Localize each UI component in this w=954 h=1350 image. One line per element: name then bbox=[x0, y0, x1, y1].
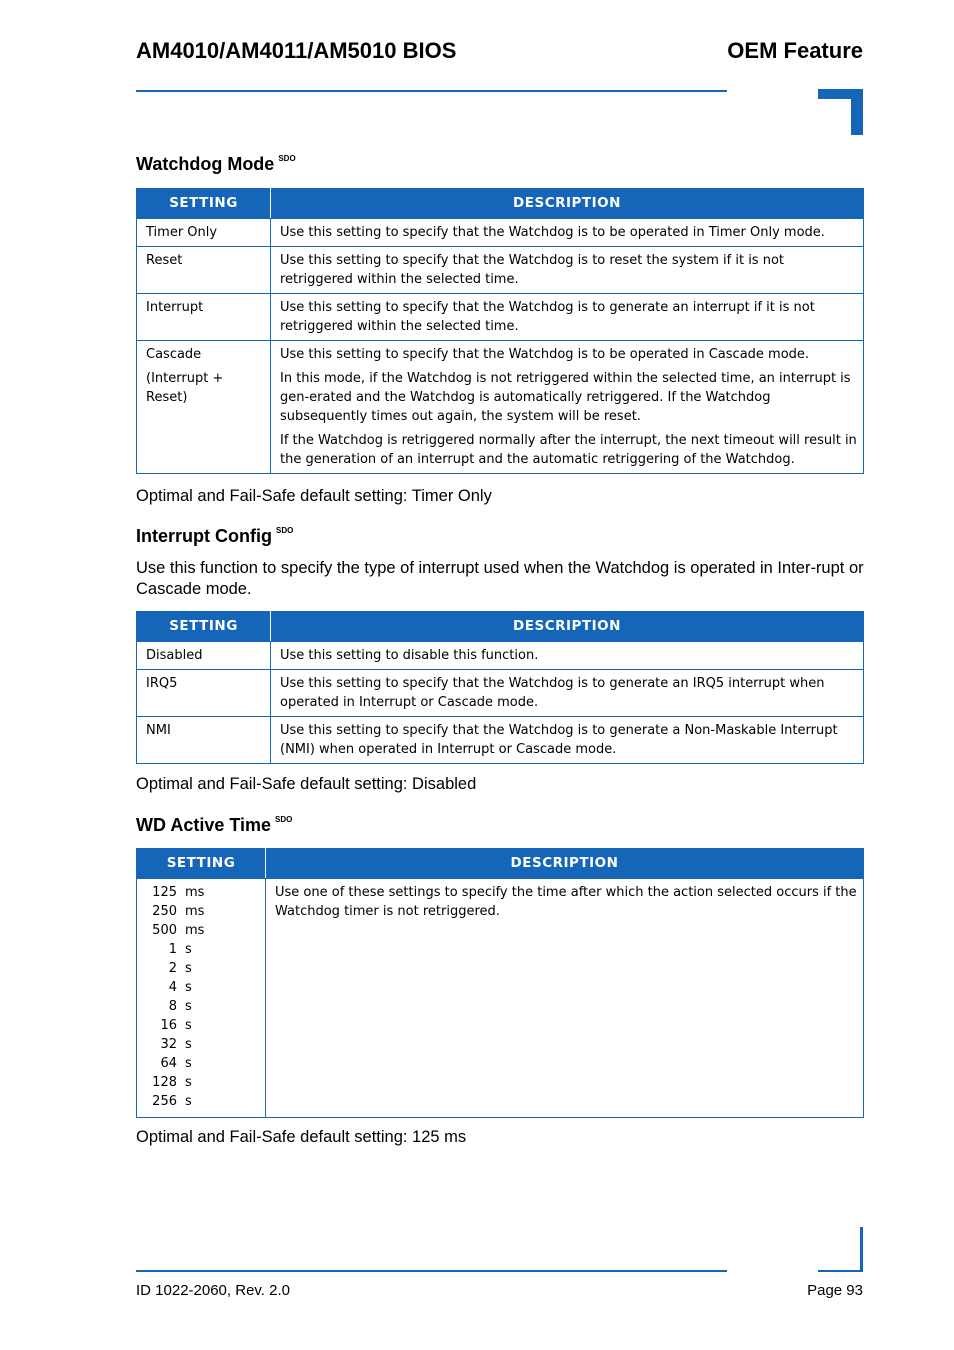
setting-cell: Cascade (Interrupt + Reset) bbox=[137, 341, 271, 474]
document-title: AM4010/AM4011/AM5010 BIOS bbox=[136, 38, 457, 63]
setting-cell bbox=[137, 879, 266, 1118]
description-cell: Use this setting to specify that the Watchdog is to generate an IRQ5 interrupt when operated in Interrupt or Cascade mode. bbox=[271, 670, 864, 717]
column-header-description: DESCRIPTION bbox=[271, 189, 864, 219]
page-number: Page 93 bbox=[807, 1282, 863, 1299]
time-option: 16 s bbox=[160, 1018, 192, 1033]
section-heading-interrupt-config: Interrupt Config $^{SDO}$ bbox=[136, 526, 294, 546]
time-option: 256 s bbox=[152, 1094, 192, 1109]
column-header-description: DESCRIPTION bbox=[266, 849, 864, 879]
time-option: 1 s bbox=[168, 942, 192, 957]
time-option: 128 s bbox=[152, 1075, 192, 1090]
wd-active-time-default-note: Optimal and Fail-Safe default setting: 125 ms bbox=[136, 1128, 467, 1146]
time-option: 4 s bbox=[168, 980, 192, 995]
setting-cell: NMI bbox=[137, 717, 271, 764]
setting-cell: Timer Only bbox=[137, 219, 271, 247]
interrupt-default-note: Optimal and Fail-Safe default setting: Disabled bbox=[136, 775, 477, 793]
time-option: 250 ms bbox=[152, 904, 205, 919]
watchdog-mode-table bbox=[136, 188, 864, 474]
description-cell: Use this setting to disable this function. bbox=[271, 642, 864, 670]
table-row bbox=[137, 219, 864, 247]
table-row bbox=[137, 294, 864, 341]
table-row bbox=[137, 717, 864, 764]
footer-corner-mark-vertical bbox=[860, 1227, 863, 1272]
section-heading-wd-active-time: WD Active Time $^{SDO}$ bbox=[136, 815, 293, 835]
time-option: 8 s bbox=[168, 999, 192, 1014]
column-header-setting: SETTING bbox=[137, 189, 271, 219]
document-id: ID 1022-2060, Rev. 2.0 bbox=[136, 1282, 290, 1299]
footer-rule bbox=[136, 1270, 727, 1272]
table-row bbox=[137, 670, 864, 717]
time-option: 2 s bbox=[168, 961, 192, 976]
table-row bbox=[137, 879, 864, 1118]
time-option: 500 ms bbox=[152, 923, 205, 938]
description-cell: Use this setting to specify that the Watchdog is to reset the system if it is not retriggered within the selected time. bbox=[271, 247, 864, 294]
interrupt-config-table bbox=[136, 611, 864, 764]
time-option: 64 s bbox=[160, 1056, 192, 1071]
description-cell: Use this setting to specify that the Watchdog is to be operated in Cascade mode. In this mode, if the Watchdog is not retriggered within the selected time, an interrupt is gen-erated and the Watchdog is automatically retriggered. If the Watchdog subsequently times out again, the system will be reset. If the Watchdog is retriggered normally after the interrupt, the next timeout will result in the generation of an interrupt and the automatic retriggering of the Watchdog. bbox=[271, 341, 864, 474]
sdo-marker: SDO bbox=[275, 526, 294, 535]
setting-cell: Disabled bbox=[137, 642, 271, 670]
time-option: 125 ms bbox=[152, 885, 205, 900]
wd-active-time-table bbox=[136, 848, 864, 1118]
header-corner-mark-vertical bbox=[851, 89, 863, 135]
footer-corner-mark bbox=[818, 1270, 863, 1272]
description-cell: Use this setting to specify that the Watchdog is to generate a Non-Maskable Interrupt (NMI) when operated in Interrupt or Cascade mode. bbox=[271, 717, 864, 764]
column-header-setting: SETTING bbox=[137, 612, 271, 642]
setting-cell: Reset bbox=[137, 247, 271, 294]
sdo-marker: SDO bbox=[278, 154, 296, 163]
table-row bbox=[137, 642, 864, 670]
section-heading-watchdog-mode: Watchdog Mode $^{SDO}$ bbox=[136, 154, 296, 174]
setting-cell: Interrupt bbox=[137, 294, 271, 341]
column-header-setting: SETTING bbox=[137, 849, 266, 879]
description-cell: Use one of these settings to specify the time after which the action selected occurs if the Watchdog timer is not retriggered. bbox=[266, 879, 864, 1118]
description-cell: Use this setting to specify that the Watchdog is to generate an interrupt if it is not retriggered within the selected time. bbox=[271, 294, 864, 341]
time-option: 32 s bbox=[160, 1037, 192, 1052]
table-row bbox=[137, 341, 864, 474]
column-header-description: DESCRIPTION bbox=[271, 612, 864, 642]
setting-cell: IRQ5 bbox=[137, 670, 271, 717]
watchdog-default-note: Optimal and Fail-Safe default setting: Timer Only bbox=[136, 487, 492, 505]
chapter-title: OEM Feature bbox=[727, 38, 863, 63]
table-row bbox=[137, 247, 864, 294]
interrupt-intro: Use this function to specify the type of interrupt used when the Watchdog is operated in Inter-rupt or Cascade mode. bbox=[136, 559, 864, 598]
sdo-marker: SDO bbox=[275, 815, 293, 824]
description-cell: Use this setting to specify that the Watchdog is to be operated in Timer Only mode. bbox=[271, 219, 864, 247]
header-rule bbox=[136, 90, 727, 92]
